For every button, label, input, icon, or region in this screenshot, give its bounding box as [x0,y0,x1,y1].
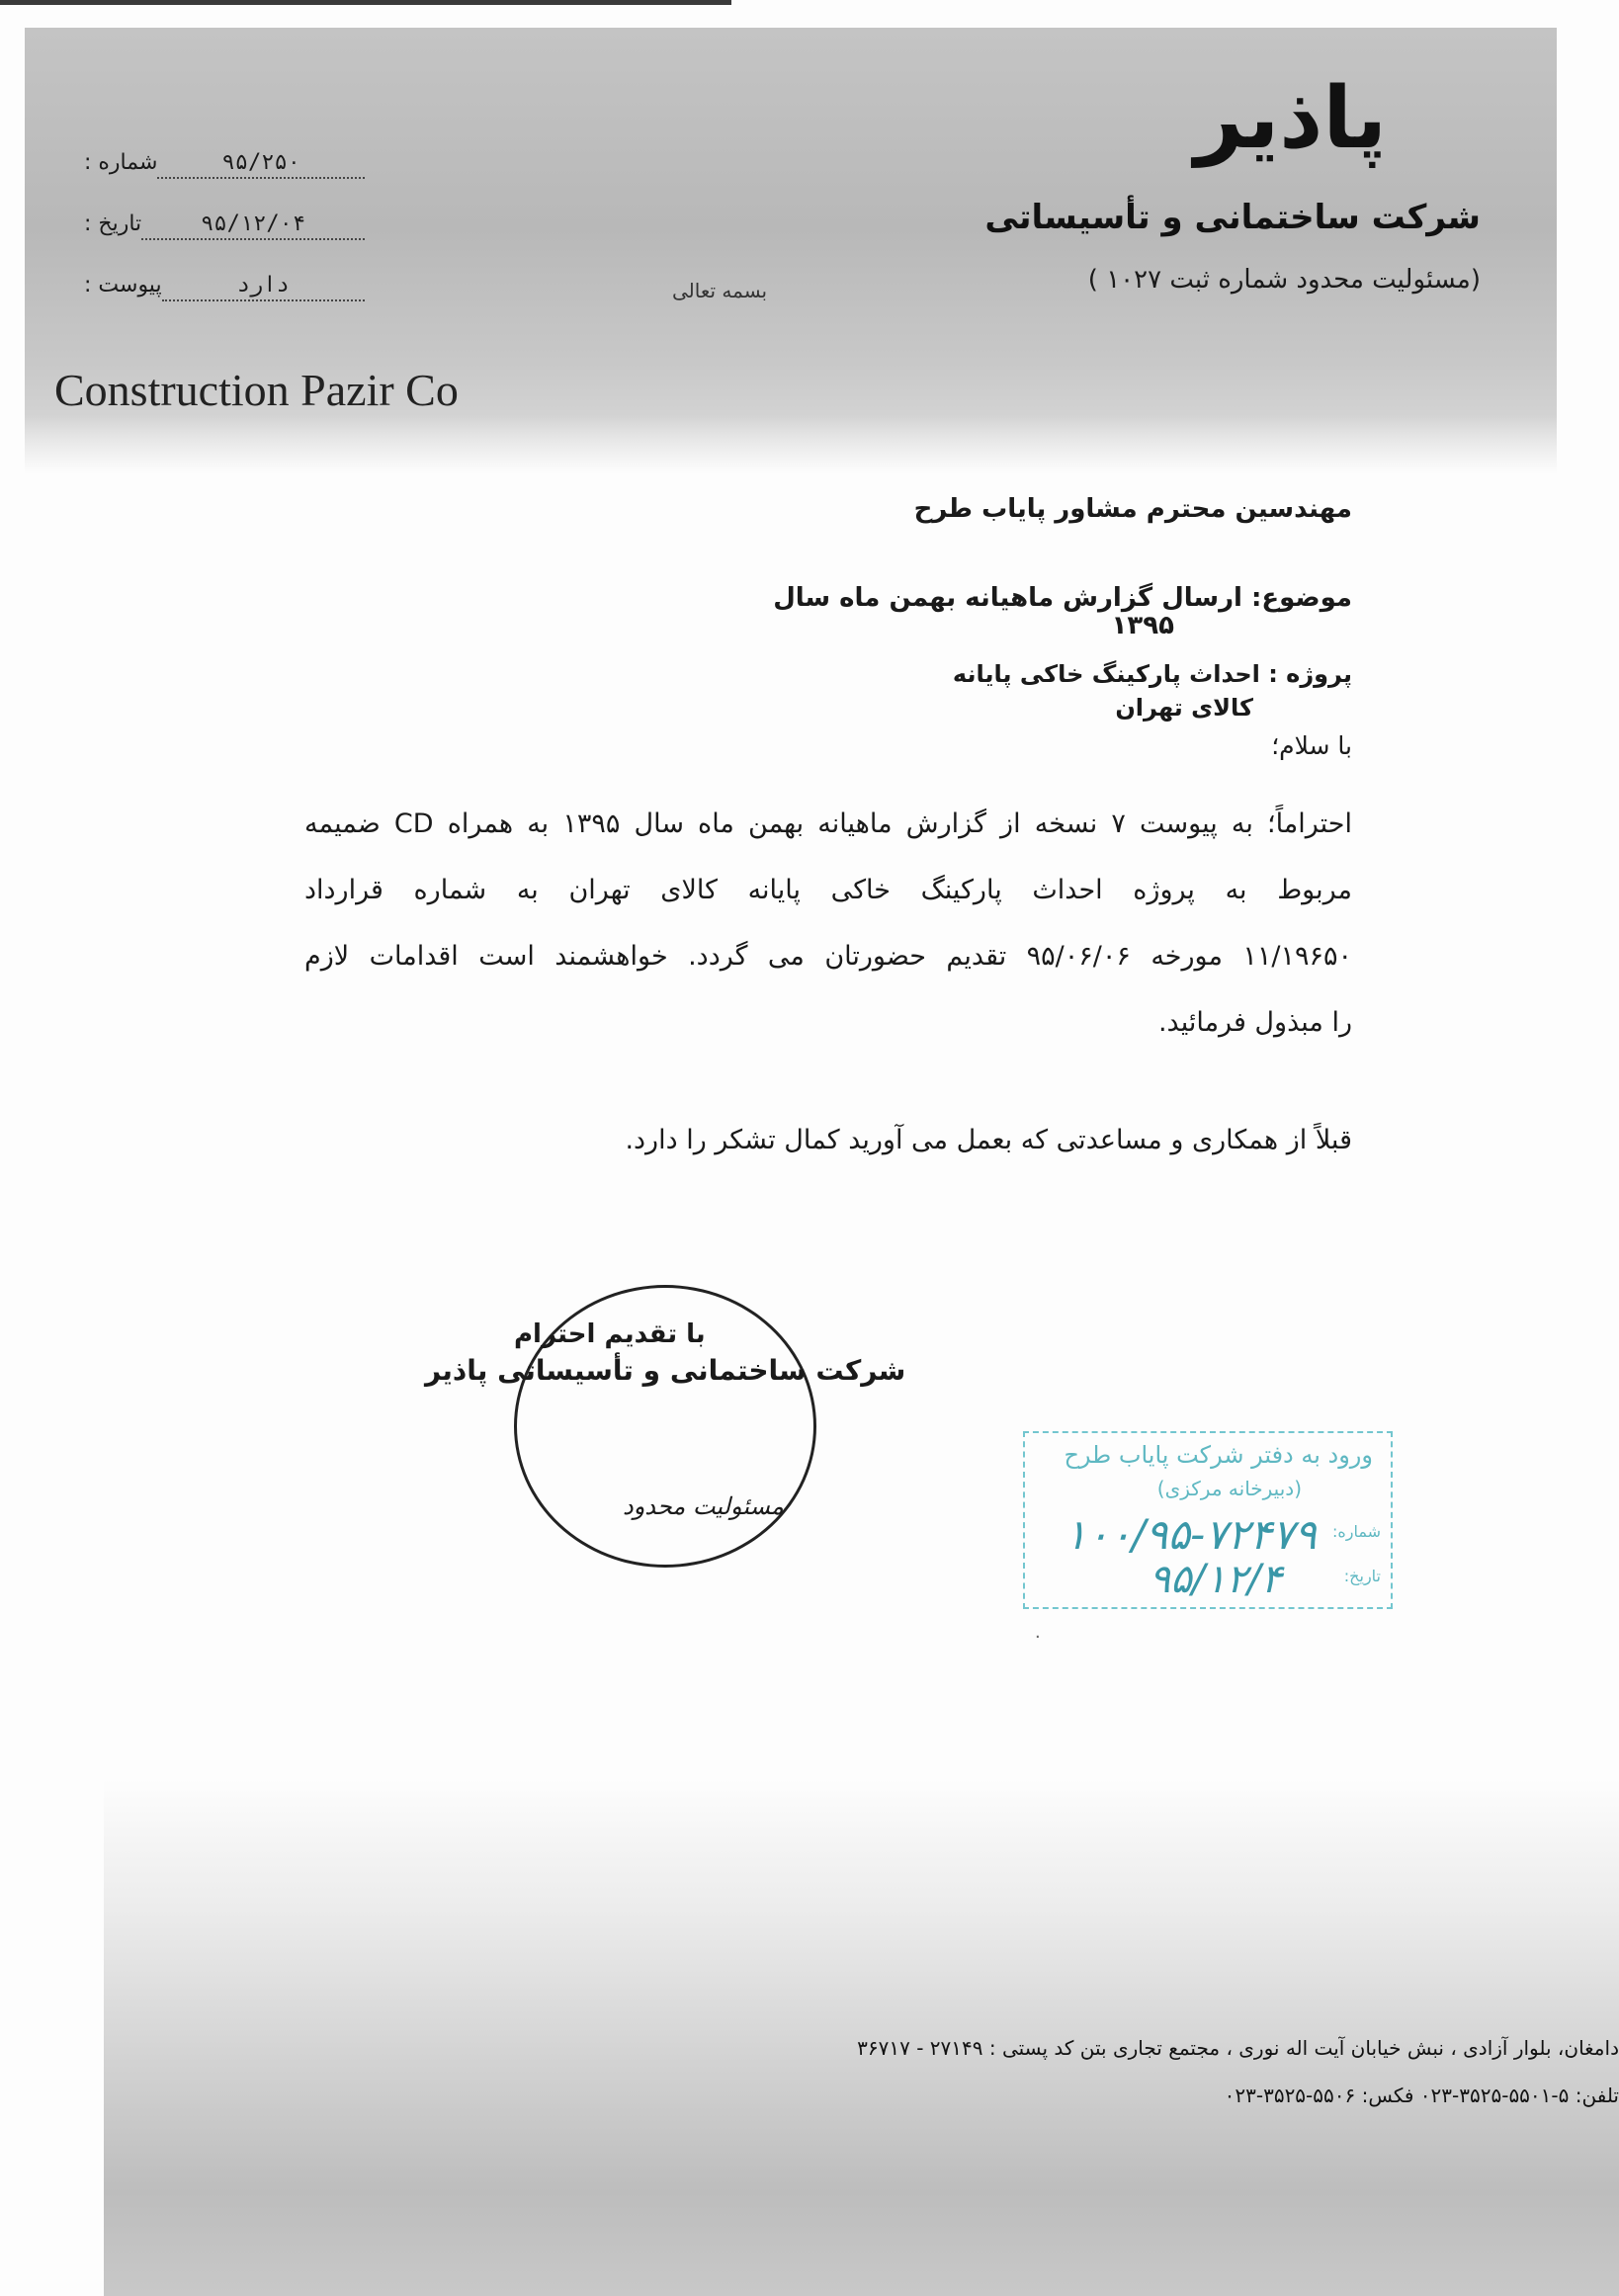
scan-mark: ۰ [1033,1626,1043,1647]
meta-date-value: ۹۵/۱۲/۰۴ [141,212,365,240]
signature-company: شرکت ساختمانی و تأسیساتی پاذیر [425,1354,906,1387]
project-line-2: کالای تهران [1115,694,1253,722]
letter-paragraph [304,808,1352,1073]
company-name-en: Construction Pazir Co [54,365,459,415]
meta-attachment-label: پیوست : [84,273,162,298]
paragraph-line: را مبذول فرمائید. [1157,1007,1352,1038]
paragraph-line: احتراماً؛ به پیوست ۷ نسخه از گزارش ماهیانه بهمن ماه سال ۱۳۹۵ به همراه CD ضمیمه [304,808,1352,839]
meta-attachment-value: دارد [162,273,365,301]
stamp-date: ۹۵/۱۲/۴ [1149,1557,1282,1602]
bismillah: بسمه تعالی [672,279,768,302]
recipient-line: مهندسین محترم مشاور پایاب طرح [913,494,1352,524]
seal-inscription: مسئولیت محدود [623,1492,784,1520]
meta-date-row [84,212,371,273]
meta-number-value: ۹۵/۲۵۰ [157,150,365,179]
registration-info: (مسئولیت محدود شماره ثبت ۱۰۲۷ ) [1087,265,1481,295]
company-logo: پاذیر [1194,69,1387,168]
footer-phone: تلفن: ۵-۵۵۰۱-۳۵۲۵-۰۲۳ فکس: ۵۵۰۶-۳۵۲۵-۰۲۳ [1224,2083,1619,2107]
subject-line: موضوع: ارسال گزارش ماهیانه بهمن ماه سال [773,583,1352,613]
meta-date-label: تاریخ : [84,212,142,236]
stamp-title: ورود به دفتر شرکت پایاب طرح [1064,1441,1373,1469]
subject-line-2: ۱۳۹۵ [1111,611,1174,640]
stamp-subtitle: (دبیرخانه مرکزی) [1156,1477,1302,1500]
meta-number-label: شماره : [84,150,158,175]
project-line: پروژه : احداث پارکینگ خاکی پایانه [952,660,1352,688]
receipt-stamp [1023,1431,1393,1609]
closing-line: قبلاً از همکاری و مساعدتی که بعمل می آورید کمال تشکر را دارد. [625,1125,1352,1155]
paragraph-line: ۱۱/۱۹۶۵۰ مورخه ۹۵/۰۶/۰۶ تقدیم حضورتان می گردد. خواهشمند است اقدامات لازم [304,941,1352,972]
meta-attachment-row [84,273,371,334]
stamp-number-label: شماره: [1331,1522,1381,1541]
signature-greeting: با تقدیم احترام [514,1319,706,1349]
scan-edge-line [0,0,731,5]
paragraph-line: مربوط به پروژه احداث پارکینگ خاکی پایانه کالای تهران به شماره قرارداد [304,875,1352,905]
stamp-number: ۱۰۰/۹۵-۷۲۴۷۹ [1065,1510,1317,1559]
greeting: با سلام؛ [1271,731,1352,760]
footer-address: دامغان، بلوار آزادی ، نبش خیابان آیت اله نوری ، مجتمع تجاری بتن کد پستی : ۲۷۱۴۹ - ۳۶۷۱۷ [857,2036,1619,2060]
stamp-date-label: تاریخ: [1343,1567,1381,1585]
letter-meta [84,150,371,334]
company-name-fa: شرکت ساختمانی و تأسیساتی [984,198,1481,237]
meta-number-row [84,150,371,212]
